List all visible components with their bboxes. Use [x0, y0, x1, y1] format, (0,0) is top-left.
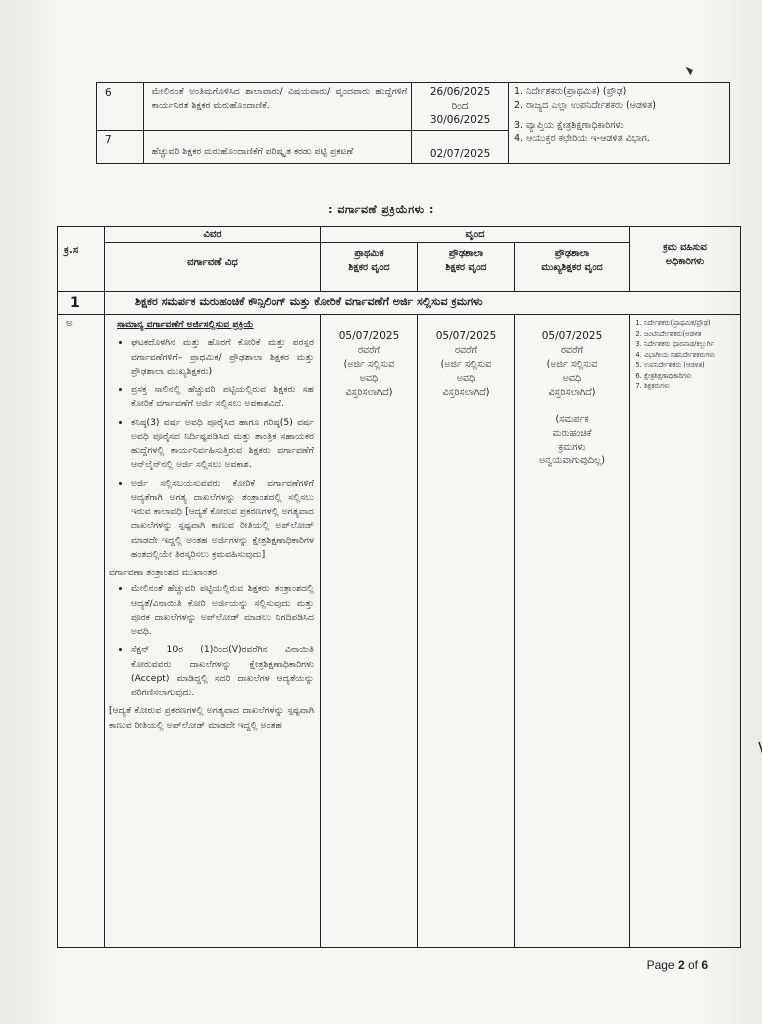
header-col-highschool-text: ಪ್ರೌಢಶಾಲಾ ಶಿಕ್ಷಕರ ವೃಂದ [445, 248, 487, 273]
primary-date-cell [321, 315, 418, 948]
header-col-headmaster [515, 243, 630, 292]
list-item: • ಸೆಕ್ಷನ್ 10ರ (1)ರಿಂದ(V)ರವರೆಗಿನ ವಿನಾಯಿತಿ ಕೋರುವವರು ದಾಖಲೆಗಳನ್ನು ಕ್ಷೇತ್ರಶಿಕ್ಷಣಾಧಿಕಾರಿಗಳು (Accept) ಮಾಡಿದ್ದಲ್ಲಿ ಸದರಿ ದಾಖಲೆಗಳ ಆದ್ಯತೆಯನ್ನು ಪರಿಗಣಿಸಲಾಗುವುದು. [131, 643, 314, 700]
section-number: 1 [58, 292, 105, 315]
authorities-cell [509, 83, 730, 164]
footer-middle: of [684, 958, 702, 972]
official-item: 1. ನಿರ್ದೇಶಕರು(ಪ್ರಾಥಮಿಕ/ಪ್ರೌಢ) [644, 318, 738, 329]
row-date: 02/07/2025 [412, 130, 509, 163]
list-item: • ಕನಿಷ್ಠ(3) ವರ್ಷ ಅವಧಿ ಪೂರೈಸಿದ ಹಾಗೂ ಗರಿಷ್ಠ(5) ವರ್ಷ ಅವಧಿ ಪೂರೈಸದ ನಿರ್ದಿಷ್ಟಪಡಿಸಿದ ಮತ್ತು ತಾಂತ್ರಿಕ ಸಹಾಯಕರ ಹುದ್ದೆಗಳಲ್ಲಿ ಕಾರ್ಯನಿರ್ವಹಿಸುತ್ತಿರುವ ಶಿಕ್ಷಕರು ವರ್ಗಾವಣೆಗೆ ಆನ್‌ಲೈನ್‌ನಲ್ಲಿ ಅರ್ಜಿ ಸಲ್ಲಿಸಲು ಅವಕಾಶ. [131, 416, 314, 473]
body-content [105, 315, 321, 948]
header-col-highschool [418, 243, 515, 292]
body-row [58, 315, 741, 948]
official-item: 5. ಉಪನಿರ್ದೇಶಕರು (ಆಡಳಿತ) [644, 360, 738, 371]
row-number: 7 [97, 130, 144, 163]
footer-prefix: Page [646, 958, 678, 972]
bullet-list [109, 582, 314, 700]
header-col-headmaster-text: ಪ್ರೌಢಶಾಲಾ ಮುಖ್ಯಶಿಕ್ಷಕರ ವೃಂದ [541, 248, 603, 273]
footer-page-number: 2 [677, 958, 685, 972]
section-heading: : ವರ್ಗಾವಣೆ ಪ್ರಕ್ರಿಯೆಗಳು : [328, 203, 434, 216]
officials-list [632, 318, 738, 392]
page-footer [647, 958, 708, 972]
highschool-date-cell [418, 315, 515, 948]
list-item: • ಅರ್ಜಿ ಸಲ್ಲಿಸಬಯಸುವವರು ಕೋರಿಕೆ ವರ್ಗಾವಣೆಗಳಿಗೆ ಆದ್ಯತೆಗಾಗಿ ಅಗತ್ಯ ದಾಖಲೆಗಳನ್ನು ತಂತ್ರಾಂಶದಲ್ಲಿ ಸಲ್ಲಿಸಲು ಇರುವ ಕಾಲಾವಧಿ [ಆದ್ಯತೆ ಕೋರುವ ಪ್ರಕರಣಗಳಲ್ಲಿ ಅಗತ್ಯವಾದ ದಾಖಲೆಗಳನ್ನು ಸ್ಪಷ್ಟವಾಗಿ ಕಾಣುವ ರೀತಿಯಲ್ಲಿ ಅಪ್‌ಲೋಡ್ ಮಾಡದೇ ಇದ್ದಲ್ಲಿ ಅಂತಹ ಅರ್ಜಿಗಳನ್ನು ಕ್ಷೇತ್ರಶಿಕ್ಷಣಾಧಿಕಾರಿಗಳ ಹಂತದಲ್ಲಿಯೇ ತಿರಸ್ಕರಿಸಲು ಕ್ರಮವಹಿಸುವುದು] [131, 477, 314, 563]
header-method: ವರ್ಗಾವಣೆ ವಿಧ [105, 243, 321, 292]
authority-item: 2. ರಾಜ್ಯದ ಎಲ್ಲಾ ಉಪನಿರ್ದೇಶಕರು (ಆಡಳಿತ) [514, 99, 656, 111]
sub-label: ಅ [58, 315, 105, 948]
highschool-date: 05/07/2025 [435, 330, 497, 342]
mid-note: ವರ್ಗಾವಣಾ ತಂತ್ರಾಂಶದ ಮುಖಾಂತರ [109, 567, 218, 578]
header-officials-text: ಕ್ರಮ ವಹಿಸುವ ಅಧಿಕಾರಿಗಳು [663, 242, 707, 268]
handwritten-check-mark [757, 740, 762, 762]
header-col-primary [321, 243, 418, 292]
header-sno: ಕ್ರ.ಸ [58, 227, 105, 292]
authority-item: 4. ಆಯುಕ್ತರ ಕಛೇರಿಯ ಇ-ಆಡಳಿತ ವಿಭಾಗ. [514, 133, 650, 145]
primary-date-text: ರವರೆಗೆ (ಅರ್ಜಿ ಸಲ್ಲಿಸುವ ಅವಧಿ ವಿಸ್ತರಿಸಲಾಗಿದೆ) [343, 345, 395, 398]
row-number: 6 [97, 83, 144, 131]
official-item: 4. ವಿಭಾಗೀಯ ಸಹನಿರ್ದೇಶಕರುಗಳು [644, 350, 738, 361]
officials-cell [630, 315, 741, 948]
section-title: ಶಿಕ್ಷಕರ ಸಮರ್ಪಕ ಮರುಹಂಚಿಕೆ ಕೌನ್ಸಿಲಿಂಗ್ ಮತ್ತು ಕೋರಿಕೆ ವರ್ಗಾವಣೆಗೆ ಅರ್ಜಿ ಸಲ್ಲಿಸುವ ಕ್ರಮಗಳು [105, 292, 741, 315]
headmaster-date: 05/07/2025 [541, 330, 603, 342]
section-row [58, 292, 741, 315]
header-vivara: ವಿವರ [105, 227, 321, 243]
row-description: ಮೇಲಿನಂತೆ ಅಂತಿಮಗೊಳಿಸಿದ ಶಾಲಾವಾರು/ ವಿಷಯವಾರು/ ವೃಂದವಾರು ಹುದ್ದೆಗಳಿಗೆ ಕಾರ್ಯನಿರತ ಶಿಕ್ಷಕರ ಮರುಹೊಂದಾಣಿಕೆ. [143, 83, 411, 131]
list-item: • ಘಟಕದೊಳಗಿನ ಮತ್ತು ಹೊರಗೆ ಕೋರಿಕೆ ಮತ್ತು ಪರಸ್ಪರ ವರ್ಗಾವಣೆಗಳಿಗೆ– ಪ್ರಾಥಮಿಕ/ ಪ್ರೌಢಶಾಲಾ ಶಿಕ್ಷಕರ ಮತ್ತು ಪ್ರೌಢಶಾಲಾ ಮುಖ್ಯಶಿಕ್ಷಕರು) [131, 336, 314, 379]
row-date [412, 83, 509, 131]
end-note: [ಆದ್ಯತೆ ಕೋರುವ ಪ್ರಕರಣಗಳಲ್ಲಿ ಅಗತ್ಯವಾದ ದಾಖಲೆಗಳನ್ನು ಸ್ಪಷ್ಟವಾಗಿ ಕಾಣುವ ರೀತಿಯಲ್ಲಿ ಅಪ್‌ಲೋಡ್ ಮಾಡದೇ ಇದ್ದಲ್ಲಿ ಅಂತಹ [109, 705, 314, 731]
transfer-process-table [57, 226, 741, 948]
official-item: 7. ಶಿಕ್ಷಕರುಗಳು [644, 381, 738, 392]
header-officials [630, 227, 741, 292]
headmaster-date-text: ರವರೆಗೆ (ಅರ್ಜಿ ಸಲ್ಲಿಸುವ ಅವಧಿ ವಿಸ್ತರಿಸಲಾಗಿದೆ) (ಸಮರ್ಪಕ ಮರುಹಂಚಿಕೆ ಕ್ರಮಗಳು ಅನ್ವಯವಾಗುವುದಿಲ್ಲ) [539, 345, 605, 467]
footer-page-total: 6 [701, 958, 708, 972]
row-description: ಹೆಚ್ಚುವರಿ ಶಿಕ್ಷಕರ ಮರುಹೊಂದಾಣಿಕೆಗೆ ಪರಿಷ್ಕೃತ ಕರಡು ಪಟ್ಟಿ ಪ್ರಕಟಣೆ [143, 130, 411, 163]
headmaster-date-cell [515, 315, 630, 948]
row-date-text: 26/06/2025 ರಿಂದ 30/06/2025 [429, 86, 491, 127]
table-row [97, 83, 730, 131]
header-vrunda: ವೃಂದ [321, 227, 630, 243]
official-item: 3. ನಿರ್ದೇಶಕರು ಧಾರವಾಡ/ಕಲ್ಬುರ್ಗಿ [644, 339, 738, 350]
official-item: 2. ಜಂಟಿನಿರ್ದೇಶಕರು(ಆಡಳಿತ [644, 329, 738, 340]
list-item: • ಪ್ರಸಕ್ತ ಸಾಲಿನಲ್ಲಿ ಹೆಚ್ಚುವರಿ ಪಟ್ಟಿಯಲ್ಲಿರುವ ಶಿಕ್ಷಕರು ಸಹ ಕೋರಿಕೆ ವರ್ಗಾವಣೆಗೆ ಅರ್ಜಿ ಸಲ್ಲಿಸಲು ಅವಕಾಶವಿದೆ. [131, 383, 314, 412]
primary-date: 05/07/2025 [338, 330, 400, 342]
subsection-title: ಸಾಮಾನ್ಯ ವರ್ಗಾವಣೆಗೆ ಅರ್ಜಿಸಲ್ಲಿಸುವ ಪ್ರಕ್ರಿಯೆ [117, 319, 254, 330]
header-row [58, 227, 741, 243]
authority-item: 1. ನಿರ್ದೇಶಕರು(ಪ್ರಾಥಮಿಕ) (ಪ್ರೌಢ) [514, 86, 627, 97]
schedule-table [96, 82, 730, 164]
highschool-date-text: ರವರೆಗೆ (ಅರ್ಜಿ ಸಲ್ಲಿಸುವ ಅವಧಿ ವಿಸ್ತರಿಸಲಾಗಿದೆ) [440, 345, 492, 398]
list-item: • ಮೇಲಿನಂತೆ ಹೆಚ್ಚುವರಿ ಪಟ್ಟಿಯಲ್ಲಿರುವ ಶಿಕ್ಷಕರು ತಂತ್ರಾಂಶದಲ್ಲಿ ಆದ್ಯತೆ/ವಿನಾಯಿತಿ ಕೋರಿ ಅರ್ಜಿಯನ್ನು ಸಲ್ಲಿಸುವುದು ಮತ್ತು ಪೂರಕ ದಾಖಲೆಗಳನ್ನು ಅಪ್‌ಲೋಡ್ ಮಾಡಲು ನಿಗದಿಪಡಿಸಿದ ಅವಧಿ. [131, 582, 314, 639]
bullet-list [109, 336, 314, 562]
official-item: 6. ಕ್ಷೇತ್ರಶಿಕ್ಷಣಾಧಿಕಾರಿಗಳು [644, 371, 738, 382]
authority-item: 3. ವ್ಯಾಪ್ತಿಯ ಕ್ಷೇತ್ರಶಿಕ್ಷಣಾಧಿಕಾರಿಗಳು [514, 119, 624, 131]
header-col-primary-text: ಪ್ರಾಥಮಿಕ ಶಿಕ್ಷಕರ ವೃಂದ [348, 248, 390, 273]
